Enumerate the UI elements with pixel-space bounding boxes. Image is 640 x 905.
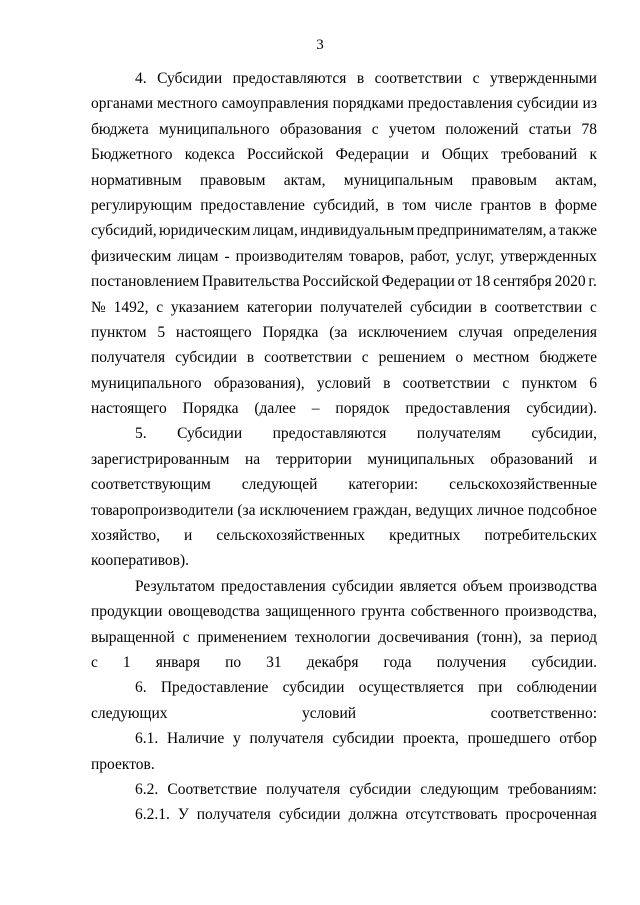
paragraph-4 (91, 66, 597, 421)
text-line (91, 295, 597, 320)
word: должна (348, 806, 398, 824)
word: случая (458, 323, 503, 341)
word: исключением (358, 323, 448, 341)
text-line (91, 91, 597, 116)
word: субсидии (175, 349, 237, 367)
word: граждан, (352, 501, 412, 519)
text-line (91, 320, 597, 345)
word: статьи (528, 120, 572, 138)
paragraph-result (91, 574, 597, 676)
word: положений (445, 120, 519, 138)
word: следующей (241, 476, 318, 494)
word: правовым (199, 171, 266, 189)
word: 5. (135, 425, 147, 443)
word: муниципальным (343, 171, 454, 189)
word: образований (490, 450, 574, 468)
word: субсидии (278, 806, 341, 824)
word: Правительства (202, 273, 300, 291)
word: и (183, 527, 193, 545)
word: услуг, (455, 247, 495, 265)
word: предоставляются (272, 425, 387, 443)
text-line (91, 193, 597, 218)
text-line (91, 421, 597, 446)
word: актам, (555, 171, 597, 189)
word: с (590, 298, 597, 316)
word: с (472, 70, 480, 87)
word: индивидуальным (300, 222, 415, 240)
paragraph-6-2-1 (91, 802, 597, 827)
word: от (457, 273, 472, 291)
word: период (550, 628, 597, 646)
word: (за (329, 323, 348, 341)
word: технологии (294, 628, 371, 646)
text-line: с 1 января по 31 декабря года получения субсидии. (91, 653, 597, 671)
word: правовым (471, 171, 537, 189)
word: с (502, 374, 510, 392)
word: - (224, 247, 230, 265)
word: в (356, 70, 365, 87)
word: самоуправления (221, 95, 329, 113)
word: решением (378, 349, 446, 367)
word: 5 (157, 323, 166, 341)
word: Федерации (381, 273, 455, 291)
word: при (478, 679, 503, 697)
text-line: настоящего Порядка (далее – порядок предоставления субсидии). (91, 400, 597, 418)
word: определения (513, 323, 597, 341)
word: о (455, 349, 464, 367)
word: субсидии (282, 679, 345, 697)
text-line (91, 472, 597, 497)
word: Субсидии (157, 70, 223, 87)
word: субсидии (331, 577, 394, 595)
text-line: кооперативов). (91, 552, 190, 570)
word: выращенной (91, 628, 175, 646)
text-line (91, 574, 597, 599)
text-line (91, 675, 597, 700)
word: получателя (249, 730, 324, 748)
text-line (91, 117, 597, 142)
word: Бюджетного (91, 146, 173, 164)
word: получателя (91, 349, 166, 367)
word: кодекса (184, 146, 235, 164)
document-body (91, 66, 597, 828)
text-line (91, 802, 597, 827)
word: соответствии (264, 349, 352, 367)
word: к (589, 146, 597, 164)
word: муниципального (91, 374, 202, 392)
word: на (245, 450, 261, 468)
text-line (91, 218, 597, 243)
word: Порядка (262, 323, 319, 341)
word: Федерации (335, 146, 409, 164)
word: бюджета (91, 120, 149, 138)
word: субсидий, (313, 196, 379, 214)
word: том (402, 196, 427, 214)
text-line (91, 498, 597, 523)
word: в (479, 298, 487, 316)
text-line (91, 142, 597, 167)
word: в (386, 196, 395, 214)
text-line (91, 371, 597, 396)
word: постановлением (91, 273, 200, 291)
word: (за (237, 501, 256, 519)
word: хозяйство, (91, 527, 160, 545)
word: получателя (196, 806, 271, 824)
word: Субсидии (177, 425, 243, 443)
word: субсидии (516, 95, 579, 113)
word: субсидии (332, 730, 395, 748)
word: отбор (559, 730, 597, 748)
word: субсидии (410, 298, 472, 316)
word: предоставляются (232, 70, 347, 87)
paragraph-5 (91, 421, 597, 573)
word: предоставления (220, 577, 326, 595)
word: а (548, 222, 556, 240)
text-line (91, 66, 597, 91)
word: сельскохозяйственных (216, 527, 366, 545)
word: субсидии, (531, 425, 597, 443)
word: отсутствовать (405, 806, 498, 824)
word: пунктом (521, 374, 577, 392)
word: досвечивания (378, 628, 469, 646)
word: предоставления (407, 95, 513, 113)
word: в (246, 349, 255, 367)
word: форме (554, 196, 597, 214)
word: Наличие (167, 730, 225, 748)
word: учетом (388, 120, 436, 138)
text-line (91, 726, 597, 751)
word: 2020 (554, 273, 586, 291)
paragraph-6 (91, 675, 597, 726)
text-line: следующих условий соответственно: (91, 704, 597, 722)
word: и (588, 450, 597, 468)
word: регулирующим (91, 196, 192, 214)
word: из (582, 95, 597, 113)
word: требований (501, 146, 578, 164)
word: получателей (320, 298, 403, 316)
word: 18 (474, 273, 491, 291)
word: потребительских (484, 527, 597, 545)
word: и (421, 146, 430, 164)
word: лицам (177, 247, 219, 265)
word: защищенного (265, 603, 356, 621)
word: числе (434, 196, 473, 214)
word: 78 (581, 120, 597, 138)
word: условий (316, 374, 371, 392)
word: сельскохозяйственные (449, 476, 597, 494)
word: соответствии (374, 70, 463, 87)
word: грунта (361, 603, 406, 621)
word: подсобное (527, 501, 597, 519)
word: Результатом (135, 577, 215, 595)
word: проекта, (402, 730, 459, 748)
text-line (91, 269, 597, 294)
word: в (539, 196, 547, 214)
word: ведущих (415, 501, 473, 519)
word: 1492, (113, 298, 149, 316)
word: соответствующим (91, 476, 211, 494)
word: соответствии (494, 298, 583, 316)
text-line (91, 168, 597, 193)
word: пунктом (91, 323, 147, 341)
word: с (156, 298, 164, 316)
word: у (233, 730, 241, 748)
word: исключением (259, 501, 349, 519)
text-line (91, 625, 597, 650)
page-number: 3 (316, 37, 324, 53)
word: сентября (493, 273, 552, 291)
word: утвержденными (490, 70, 597, 87)
word: предпринимателям, (416, 222, 547, 240)
word: лицам, (252, 222, 298, 240)
text-line (91, 447, 597, 472)
paragraph-6-1 (91, 726, 597, 777)
word: применением (197, 628, 287, 646)
word: соответствии (402, 374, 491, 392)
word: Общих (441, 146, 489, 164)
word: муниципальных (367, 450, 475, 468)
word: физическим (91, 247, 172, 265)
word: (тонн), (476, 628, 522, 646)
word: продукции (91, 603, 163, 621)
word: утвержденных (500, 247, 597, 265)
word: 6.2.1. (135, 806, 170, 824)
word: Российской (302, 273, 379, 291)
word: настоящего (175, 323, 252, 341)
text-line (91, 345, 597, 370)
word: с (182, 628, 190, 646)
word: 6.1. (135, 730, 159, 748)
word: 6. (135, 679, 147, 697)
word: работ, (410, 247, 450, 265)
word: бюджете (539, 349, 597, 367)
word: кредитных (389, 527, 461, 545)
word: порядками (332, 95, 404, 113)
text-line (91, 523, 597, 548)
word: является (399, 577, 457, 595)
word: Российской (246, 146, 324, 164)
word: соблюдении (516, 679, 597, 697)
word: образования), (213, 374, 305, 392)
word: объем (462, 577, 503, 595)
word: грантов (480, 196, 532, 214)
word: собственного (410, 603, 500, 621)
word: категории: (348, 476, 419, 494)
word: производства, (504, 603, 597, 621)
word: 4. (135, 70, 147, 87)
word: органами (91, 95, 154, 113)
word: № (91, 298, 106, 316)
word: нормативным (91, 171, 182, 189)
word: также (558, 222, 597, 240)
word: г. (588, 273, 597, 291)
word: указанием (170, 298, 240, 316)
word: товаропроизводители (91, 501, 234, 519)
word: просроченная (505, 806, 597, 824)
word: категории (246, 298, 313, 316)
word: актам, (283, 171, 326, 189)
word: юридическим (159, 222, 251, 240)
word: муниципального (159, 120, 270, 138)
text-line (91, 244, 597, 269)
word: территории (275, 450, 352, 468)
paragraph-6-2 (91, 777, 597, 802)
word: предоставление (200, 196, 305, 214)
word: за (529, 628, 543, 646)
word: в (383, 374, 391, 392)
word: 6 (589, 374, 597, 392)
text-line: проектов. (91, 755, 155, 773)
word: осуществляется (358, 679, 464, 697)
word: товаров, (348, 247, 404, 265)
text-line: 6.2. Соответствие получателя субсидии следующим требованиям: (135, 780, 597, 798)
word: местном (473, 349, 530, 367)
word: субсидий, (91, 222, 157, 240)
word: У (177, 806, 189, 824)
word: с (361, 349, 369, 367)
word: Предоставление (160, 679, 269, 697)
word: местного (157, 95, 218, 113)
text-line (91, 599, 597, 624)
word: образования (279, 120, 362, 138)
word: производства (508, 577, 597, 595)
word: прошедшего (467, 730, 551, 748)
word: зарегистрированным (91, 450, 230, 468)
word: личное (476, 501, 524, 519)
word: получателям (416, 425, 501, 443)
word: производителям (235, 247, 343, 265)
word: с (371, 120, 379, 138)
word: овощеводства (168, 603, 260, 621)
